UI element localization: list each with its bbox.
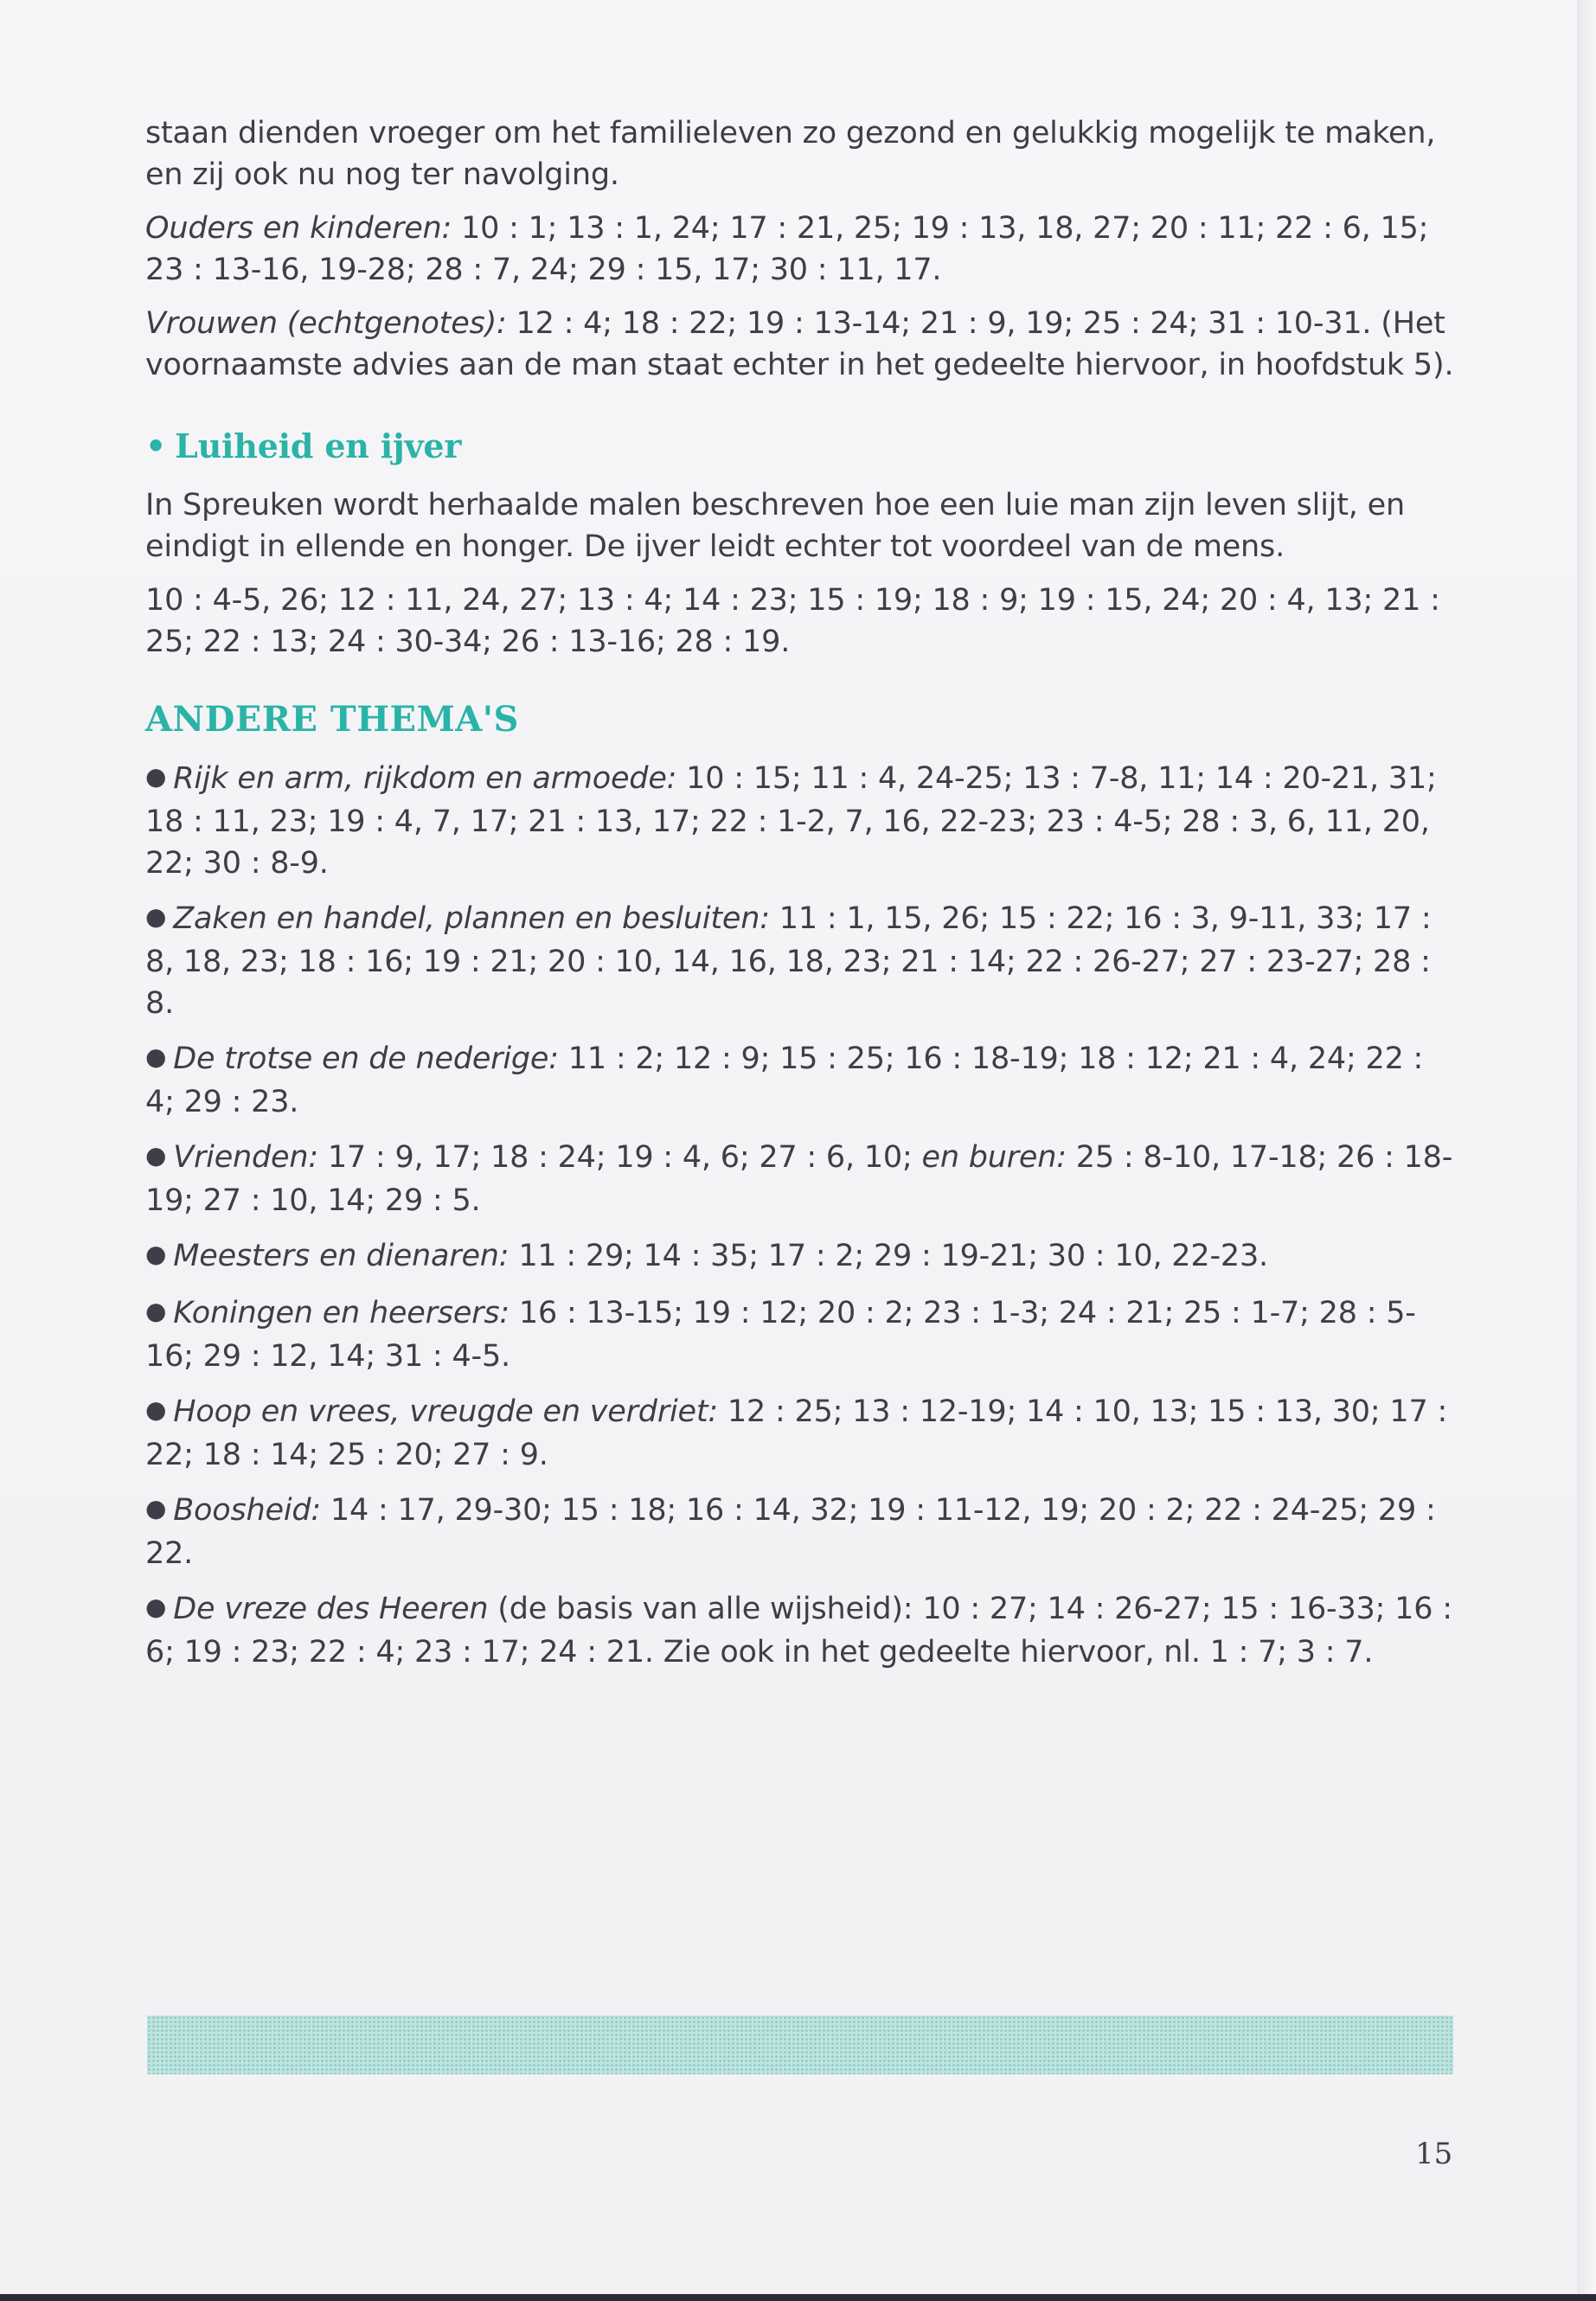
luiheid-refs: 10 : 4-5, 26; 12 : 11, 24, 27; 13 : 4; 14 : 23; 15 : 19; 18 : 9; 19 : 15, 24; 20 : 4, 13; 21 : 25; 22 : 13; 24 : 30-34; 26 : 13-16; 28 : 19. <box>145 583 1440 659</box>
theme-label: Boosheid: <box>173 1493 321 1528</box>
luiheid-heading <box>145 426 1460 467</box>
vrouwen-paragraph <box>145 303 1460 386</box>
bottom-edge <box>0 2294 1596 2301</box>
theme-label: Meesters en dienaren: <box>173 1239 510 1273</box>
bullet-icon: ● <box>145 1042 167 1071</box>
theme-refs: (de basis van alle wijsheid): 10 : 27; 14 : 26-27; 15 : 16-33; 16 : 6; 19 : 23; 22 : 4; 23 : 17; 24 : 21. Zie ook in het gedeelte hiervoor, nl. 1 : 7; 3 : 7. <box>145 1592 1452 1670</box>
page-number: 15 <box>1415 2137 1453 2171</box>
page-edge <box>1577 0 1596 2301</box>
theme-label: Koningen en heersers: <box>173 1296 510 1330</box>
theme-label: De vreze des Heeren <box>173 1592 489 1626</box>
theme-item-hoop <box>145 1391 1460 1476</box>
luiheid-paragraph: In Spreuken wordt herhaalde malen beschreven hoe een luie man zijn leven slijt, en eindigt in ellende en honger. De ijver leidt echter tot voordeel van de mens. <box>145 488 1405 564</box>
decorative-band <box>147 2016 1453 2074</box>
theme-item-rijk <box>145 758 1460 884</box>
bullet-icon: • <box>145 426 167 465</box>
theme-refs: 14 : 17, 29-30; 15 : 18; 16 : 14, 32; 19 : 11-12, 19; 20 : 2; 22 : 24-25; 29 : 22. <box>145 1493 1436 1571</box>
luiheid-heading-text: Luiheid en ijver <box>175 426 462 465</box>
bullet-icon: ● <box>145 1297 167 1325</box>
theme-label: De trotse en de nederige: <box>173 1042 559 1076</box>
theme-refs: 12 : 25; 13 : 12-19; 14 : 10, 13; 15 : 13, 30; 17 : 22; 18 : 14; 25 : 20; 27 : 9. <box>145 1394 1448 1472</box>
theme-refs: 17 : 9, 17; 18 : 24; 19 : 4, 6; 27 : 6, 10; <box>317 1140 922 1175</box>
theme-refs: 11 : 2; 12 : 9; 15 : 25; 16 : 18-19; 18 : 12; 21 : 4, 24; 22 : 4; 29 : 23. <box>145 1042 1424 1119</box>
bullet-icon: ● <box>145 902 167 931</box>
theme-refs: 16 : 13-15; 19 : 12; 20 : 2; 23 : 1-3; 24 : 21; 25 : 1-7; 28 : 5-16; 29 : 12, 14; 31 : 4-5. <box>145 1296 1416 1374</box>
theme-label: Zaken en handel, plannen en besluiten: <box>173 901 770 936</box>
theme-item-zaken <box>145 898 1460 1024</box>
theme-label-buren: en buren: <box>921 1140 1067 1175</box>
intro-paragraph: staan dienden vroeger om het familieleven zo gezond en gelukkig mogelijk te maken, en zij ook nu nog ter navolging. <box>145 116 1436 192</box>
andere-themas-heading: ANDERE THEMA'S <box>145 699 519 740</box>
theme-refs: 11 : 1, 15, 26; 15 : 22; 16 : 3, 9-11, 33; 17 : 8, 18, 23; 18 : 16; 19 : 21; 20 : 10, 14, 16, 18, 23; 21 : 14; 22 : 26-27; 27 : 23-27; 28 : 8. <box>145 901 1432 1021</box>
ouders-paragraph <box>145 208 1460 291</box>
theme-label: Vrienden: <box>173 1140 318 1175</box>
bullet-icon: ● <box>145 1593 167 1621</box>
theme-refs: 11 : 29; 14 : 35; 17 : 2; 29 : 19-21; 30 : 10, 22-23. <box>509 1239 1268 1273</box>
ouders-refs: 10 : 1; 13 : 1, 24; 17 : 21, 25; 19 : 13, 18, 27; 20 : 11; 22 : 6, 15; 23 : 13-16, 19-28; 28 : 7, 24; 29 : 15, 17; 30 : 11, 17. <box>145 211 1429 287</box>
theme-label: Hoop en vrees, vreugde en verdriet: <box>173 1394 718 1429</box>
bullet-icon: ● <box>145 1141 167 1170</box>
bullet-icon: ● <box>145 1240 167 1268</box>
vrouwen-label: Vrouwen (echtgenotes): <box>145 306 507 341</box>
theme-refs: 10 : 15; 11 : 4, 24-25; 13 : 7-8, 11; 14 : 20-21, 31; 18 : 11, 23; 19 : 4, 7, 17; 21 : 13, 17; 22 : 1-2, 7, 16, 22-23; 23 : 4-5; 28 : 3, 6, 11, 20, 22; 30 : 8-9. <box>145 761 1437 881</box>
theme-item-trotse <box>145 1038 1460 1123</box>
theme-label: Rijk en arm, rijkdom en armoede: <box>173 761 677 796</box>
theme-item-boosheid <box>145 1490 1460 1574</box>
theme-item-koningen <box>145 1292 1460 1377</box>
theme-item-vreze <box>145 1588 1460 1673</box>
ouders-label: Ouders en kinderen: <box>145 211 452 246</box>
bullet-icon: ● <box>145 762 167 791</box>
bullet-icon: ● <box>145 1395 167 1424</box>
vrouwen-refs: 12 : 4; 18 : 22; 19 : 13-14; 21 : 9, 19; 25 : 24; 31 : 10-31. (Het voornaamste advies aan de man staat echter in het gedeelte hiervoor, in hoofdstuk 5). <box>145 306 1454 382</box>
theme-item-meesters <box>145 1235 1460 1279</box>
theme-item-vrienden <box>145 1137 1460 1221</box>
theme-refs-buren: 25 : 8-10, 17-18; 26 : 18-19; 27 : 10, 14; 29 : 5. <box>145 1140 1453 1218</box>
bullet-icon: ● <box>145 1494 167 1522</box>
page-content <box>145 112 1460 1687</box>
